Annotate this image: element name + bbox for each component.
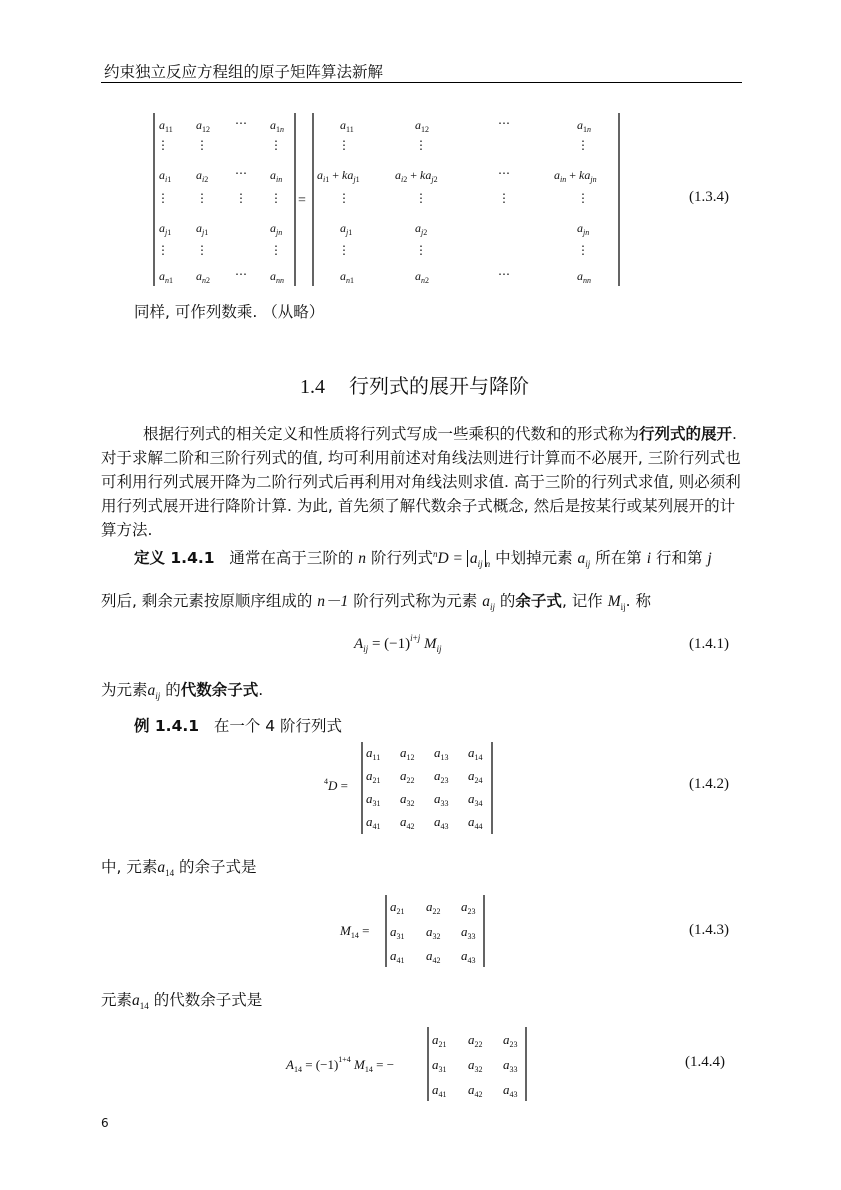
svg-text:⋯: ⋯ [498, 116, 510, 130]
svg-text:⋮: ⋮ [338, 191, 350, 205]
svg-text:a42: $a_{42}$ [468, 1082, 483, 1099]
svg-text:4D =: $^4$D = [324, 777, 348, 793]
definition-line-1 [134, 546, 712, 569]
page-number: 6 [101, 1116, 109, 1130]
definition-line2-d: , 记作 [561, 592, 603, 610]
svg-text:a22: $a_{22}$ [426, 899, 441, 916]
svg-text:ai1: $a_i1$ [159, 168, 172, 184]
minor-intro-a: 中, 元素 [101, 858, 158, 876]
svg-text:⋮: ⋮ [415, 243, 427, 257]
svg-text:an2: $a_n2$ [196, 269, 210, 285]
definition-M: $M_{ij}$ [607, 593, 626, 613]
equation-1-4-1 [354, 628, 474, 658]
svg-text:a22: $a_{22}$ [468, 1032, 483, 1049]
section-heading [300, 370, 529, 399]
svg-text:a34: $a_{34}$ [468, 791, 483, 808]
svg-text:a43: $a_{43}$ [434, 814, 449, 831]
definition-text-4: 所在第 [595, 549, 642, 567]
definition-text-5: 行和第 [655, 549, 703, 567]
svg-text:a41: $a_{41}$ [366, 814, 381, 831]
note-column-scaling: 同样, 可作列数乘. （从略） [134, 303, 325, 321]
svg-text:a22: $a_{22}$ [400, 768, 415, 785]
running-header-title: 约束独立反应方程组的原子矩阵算法新解 [104, 63, 384, 81]
svg-text:a32: $a_{32}$ [400, 791, 415, 808]
svg-text:an1: $a_n1$ [159, 269, 173, 285]
svg-text:a42: $a_{42}$ [400, 814, 415, 831]
cofactor-term: 代数余子式 [180, 681, 259, 699]
svg-text:⋮: ⋮ [338, 138, 350, 152]
definition-i: i [646, 550, 651, 567]
svg-text:A14 = (−1)1+4 M14 = −: $A_{14} = (-1)^{1+4}$ $M_{14}$ = − [286, 1055, 395, 1074]
minor-intro-b: 的余子式是 [179, 858, 257, 876]
svg-text:ai2: $a_i2$ [196, 168, 209, 184]
svg-text:a32: $a_{32}$ [468, 1057, 483, 1074]
svg-text:a33: $a_{33}$ [503, 1057, 518, 1074]
definition-line2-b: 阶行列式称为元素 [353, 592, 478, 610]
svg-text:aj1: $a_j1$ [196, 221, 209, 237]
definition-det-symbol: $^nD = a_{ij}$ $_n$ [432, 548, 491, 570]
equation-number-1-3-4: (1.3.4) [689, 189, 729, 205]
intro-bold-term: 行列式的展开 [639, 425, 733, 443]
svg-text:⋮: ⋮ [577, 138, 589, 152]
svg-text:aj2: $a_j2$ [415, 221, 428, 237]
svg-text:a43: $a_{43}$ [503, 1082, 518, 1099]
equation-1-4-3 [340, 893, 490, 969]
definition-aij: $a_{ij}$ [577, 550, 591, 570]
svg-text:⋮: ⋮ [157, 138, 169, 152]
minor-intro-line [101, 855, 257, 878]
svg-text:a12: $a_{12}$ [415, 118, 429, 134]
svg-text:a31: $a_{31}$ [366, 791, 381, 808]
cofactor-intro-a14: $a_{14}$ [132, 992, 149, 1012]
svg-text:Aij = (−1)i+j Mij: $A_{ij} = (-1)^i+j$ $M_{ij}$ [354, 633, 442, 654]
svg-text:⋮: ⋮ [577, 191, 589, 205]
svg-text:⋯: ⋯ [498, 166, 510, 180]
svg-text:⋮: ⋮ [338, 243, 350, 257]
svg-text:⋮: ⋮ [196, 138, 208, 152]
svg-text:a21: $a_{21}$ [432, 1032, 447, 1049]
intro-text-1: 根据行列式的相关定义和性质将行列式写成一些乘积的代数和的形式称为 [143, 425, 640, 443]
svg-text:aj1: $a_j1$ [159, 221, 172, 237]
equation-number-1-4-4: (1.4.4) [685, 1054, 725, 1070]
svg-text:a11: $a_{11}$ [340, 118, 354, 134]
svg-text:⋮: ⋮ [157, 191, 169, 205]
cofactor-definition-line [101, 678, 263, 701]
definition-line2-a: 列后, 剩余元素按原顺序组成的 [101, 592, 313, 610]
definition-n: n [358, 550, 367, 567]
svg-text:a1n: $a_1n$ [270, 118, 284, 134]
intro-paragraph [101, 422, 743, 542]
definition-text-3: 中划掉元素 [495, 549, 573, 567]
svg-text:a33: $a_{33}$ [461, 924, 476, 941]
definition-line-2 [101, 589, 651, 612]
svg-text:⋯: ⋯ [235, 116, 247, 130]
svg-text:⋮: ⋮ [415, 191, 427, 205]
equation-number-1-4-1: (1.4.1) [689, 636, 729, 652]
svg-text:aj1: $a_j1$ [340, 221, 353, 237]
svg-text:a41: $a_{41}$ [390, 948, 405, 965]
svg-text:an2: $a_n2$ [415, 269, 429, 285]
svg-text:⋮: ⋮ [196, 243, 208, 257]
example-line [134, 714, 342, 736]
svg-text:a42: $a_{42}$ [426, 948, 441, 965]
minor-intro-a14: $a_{14}$ [157, 859, 175, 879]
svg-text:⋮: ⋮ [415, 138, 427, 152]
svg-text:a12: $a_{12}$ [400, 745, 415, 762]
svg-text:a12: $a_{12}$ [196, 118, 210, 134]
svg-text:⋮: ⋮ [498, 191, 510, 205]
definition-label: 定义 1.4.1 [134, 549, 215, 567]
definition-line2-c: 的 [499, 592, 516, 610]
definition-text-1: 通常在高于三阶的 [229, 549, 354, 567]
svg-text:ai1 + kaj1: $a_i1 + ka_j1$ [317, 168, 360, 184]
svg-text:⋮: ⋮ [196, 191, 208, 205]
svg-text:a14: $a_{14}$ [468, 745, 483, 762]
svg-text:a11: $a_{11}$ [366, 745, 381, 762]
svg-text:ajn: $a_{jn}$ [577, 221, 590, 237]
svg-text:⋮: ⋮ [270, 191, 282, 205]
svg-text:⋮: ⋮ [270, 243, 282, 257]
svg-text:⋮: ⋮ [270, 138, 282, 152]
definition-j: j [707, 550, 712, 567]
svg-text:ain + kajn: $a_{in} + ka_{jn}$ [554, 168, 597, 184]
section-number: 1.4 [300, 376, 325, 398]
intro-text-2: . 对于求解二阶和三阶行列式的值, 均可利用前述对角线法则进行计算而不必展开, 三阶行列式也可利用行列式展开降为二阶行列式后再利用对角线法则求值. 高于三阶的行列式求值, 则必须利用行列式展开进行降阶计算. 为此, 首先须了解代数余子式概念, 然后是按某行或某列展开的计算方法. [101, 425, 741, 539]
svg-text:an1: $a_n1$ [340, 269, 354, 285]
svg-text:a23: $a_{23}$ [434, 768, 449, 785]
svg-text:a24: $a_{24}$ [468, 768, 483, 785]
svg-text:M14 =: $M_{14}$ = [340, 923, 370, 940]
svg-text:a31: $a_{31}$ [390, 924, 405, 941]
definition-aij-2: $a_{ij}$ [482, 593, 495, 613]
svg-text:ann: $a_{nn}$ [577, 269, 591, 285]
svg-text:ai2 + kaj2: $a_i2 + ka_j2$ [395, 168, 438, 184]
equation-1-4-4 [286, 1025, 536, 1103]
svg-text:a13: $a_{13}$ [434, 745, 449, 762]
definition-text-2: 阶行列式 [370, 549, 433, 567]
svg-text:a1n: $a_1n$ [577, 118, 591, 134]
equation-number-1-4-2: (1.4.2) [689, 776, 729, 792]
svg-text:a23: $a_{23}$ [461, 899, 476, 916]
svg-text:a41: $a_{41}$ [432, 1082, 447, 1099]
svg-text:a33: $a_{33}$ [434, 791, 449, 808]
after-141-a: 为元素 [101, 681, 148, 699]
after-141-b: 的 [165, 681, 181, 699]
svg-text:=: = [298, 193, 306, 208]
equation-1-3-4 [140, 108, 640, 290]
after-141-aij: $a_{ij}$ [147, 682, 161, 702]
header-rule [101, 82, 742, 83]
svg-text:⋮: ⋮ [157, 243, 169, 257]
svg-text:a44: $a_{44}$ [468, 814, 483, 831]
svg-text:a21: $a_{21}$ [390, 899, 405, 916]
section-title: 行列式的展开与降阶 [349, 374, 529, 398]
after-141-c: . [258, 681, 264, 699]
cofactor-intro-b: 的代数余子式是 [153, 991, 263, 1009]
cofactor-intro-a: 元素 [101, 991, 133, 1009]
svg-text:a11: $a_{11}$ [159, 118, 173, 134]
equation-number-1-4-3: (1.4.3) [689, 922, 729, 938]
equation-1-4-2 [324, 740, 504, 836]
svg-text:⋯: ⋯ [498, 267, 510, 281]
definition-line2-e: . 称 [625, 592, 652, 610]
svg-text:ain: $a_{in}$ [270, 168, 283, 184]
cofactor-intro-line [101, 988, 262, 1011]
svg-text:⋮: ⋮ [577, 243, 589, 257]
svg-text:a21: $a_{21}$ [366, 768, 381, 785]
svg-text:ann: $a_{nn}$ [270, 269, 284, 285]
svg-text:⋮: ⋮ [235, 191, 247, 205]
svg-text:a32: $a_{32}$ [426, 924, 441, 941]
example-label: 例 1.4.1 [134, 717, 200, 735]
svg-text:a31: $a_{31}$ [432, 1057, 447, 1074]
svg-text:⋯: ⋯ [235, 166, 247, 180]
svg-text:a23: $a_{23}$ [503, 1032, 518, 1049]
example-text: 在一个 4 阶行列式 [213, 717, 343, 735]
svg-text:a43: $a_{43}$ [461, 948, 476, 965]
definition-n-minus-1: n－1 [317, 593, 349, 610]
svg-text:ajn: $a_{jn}$ [270, 221, 283, 237]
definition-minor-term: 余子式 [515, 592, 562, 610]
svg-text:⋯: ⋯ [235, 267, 247, 281]
